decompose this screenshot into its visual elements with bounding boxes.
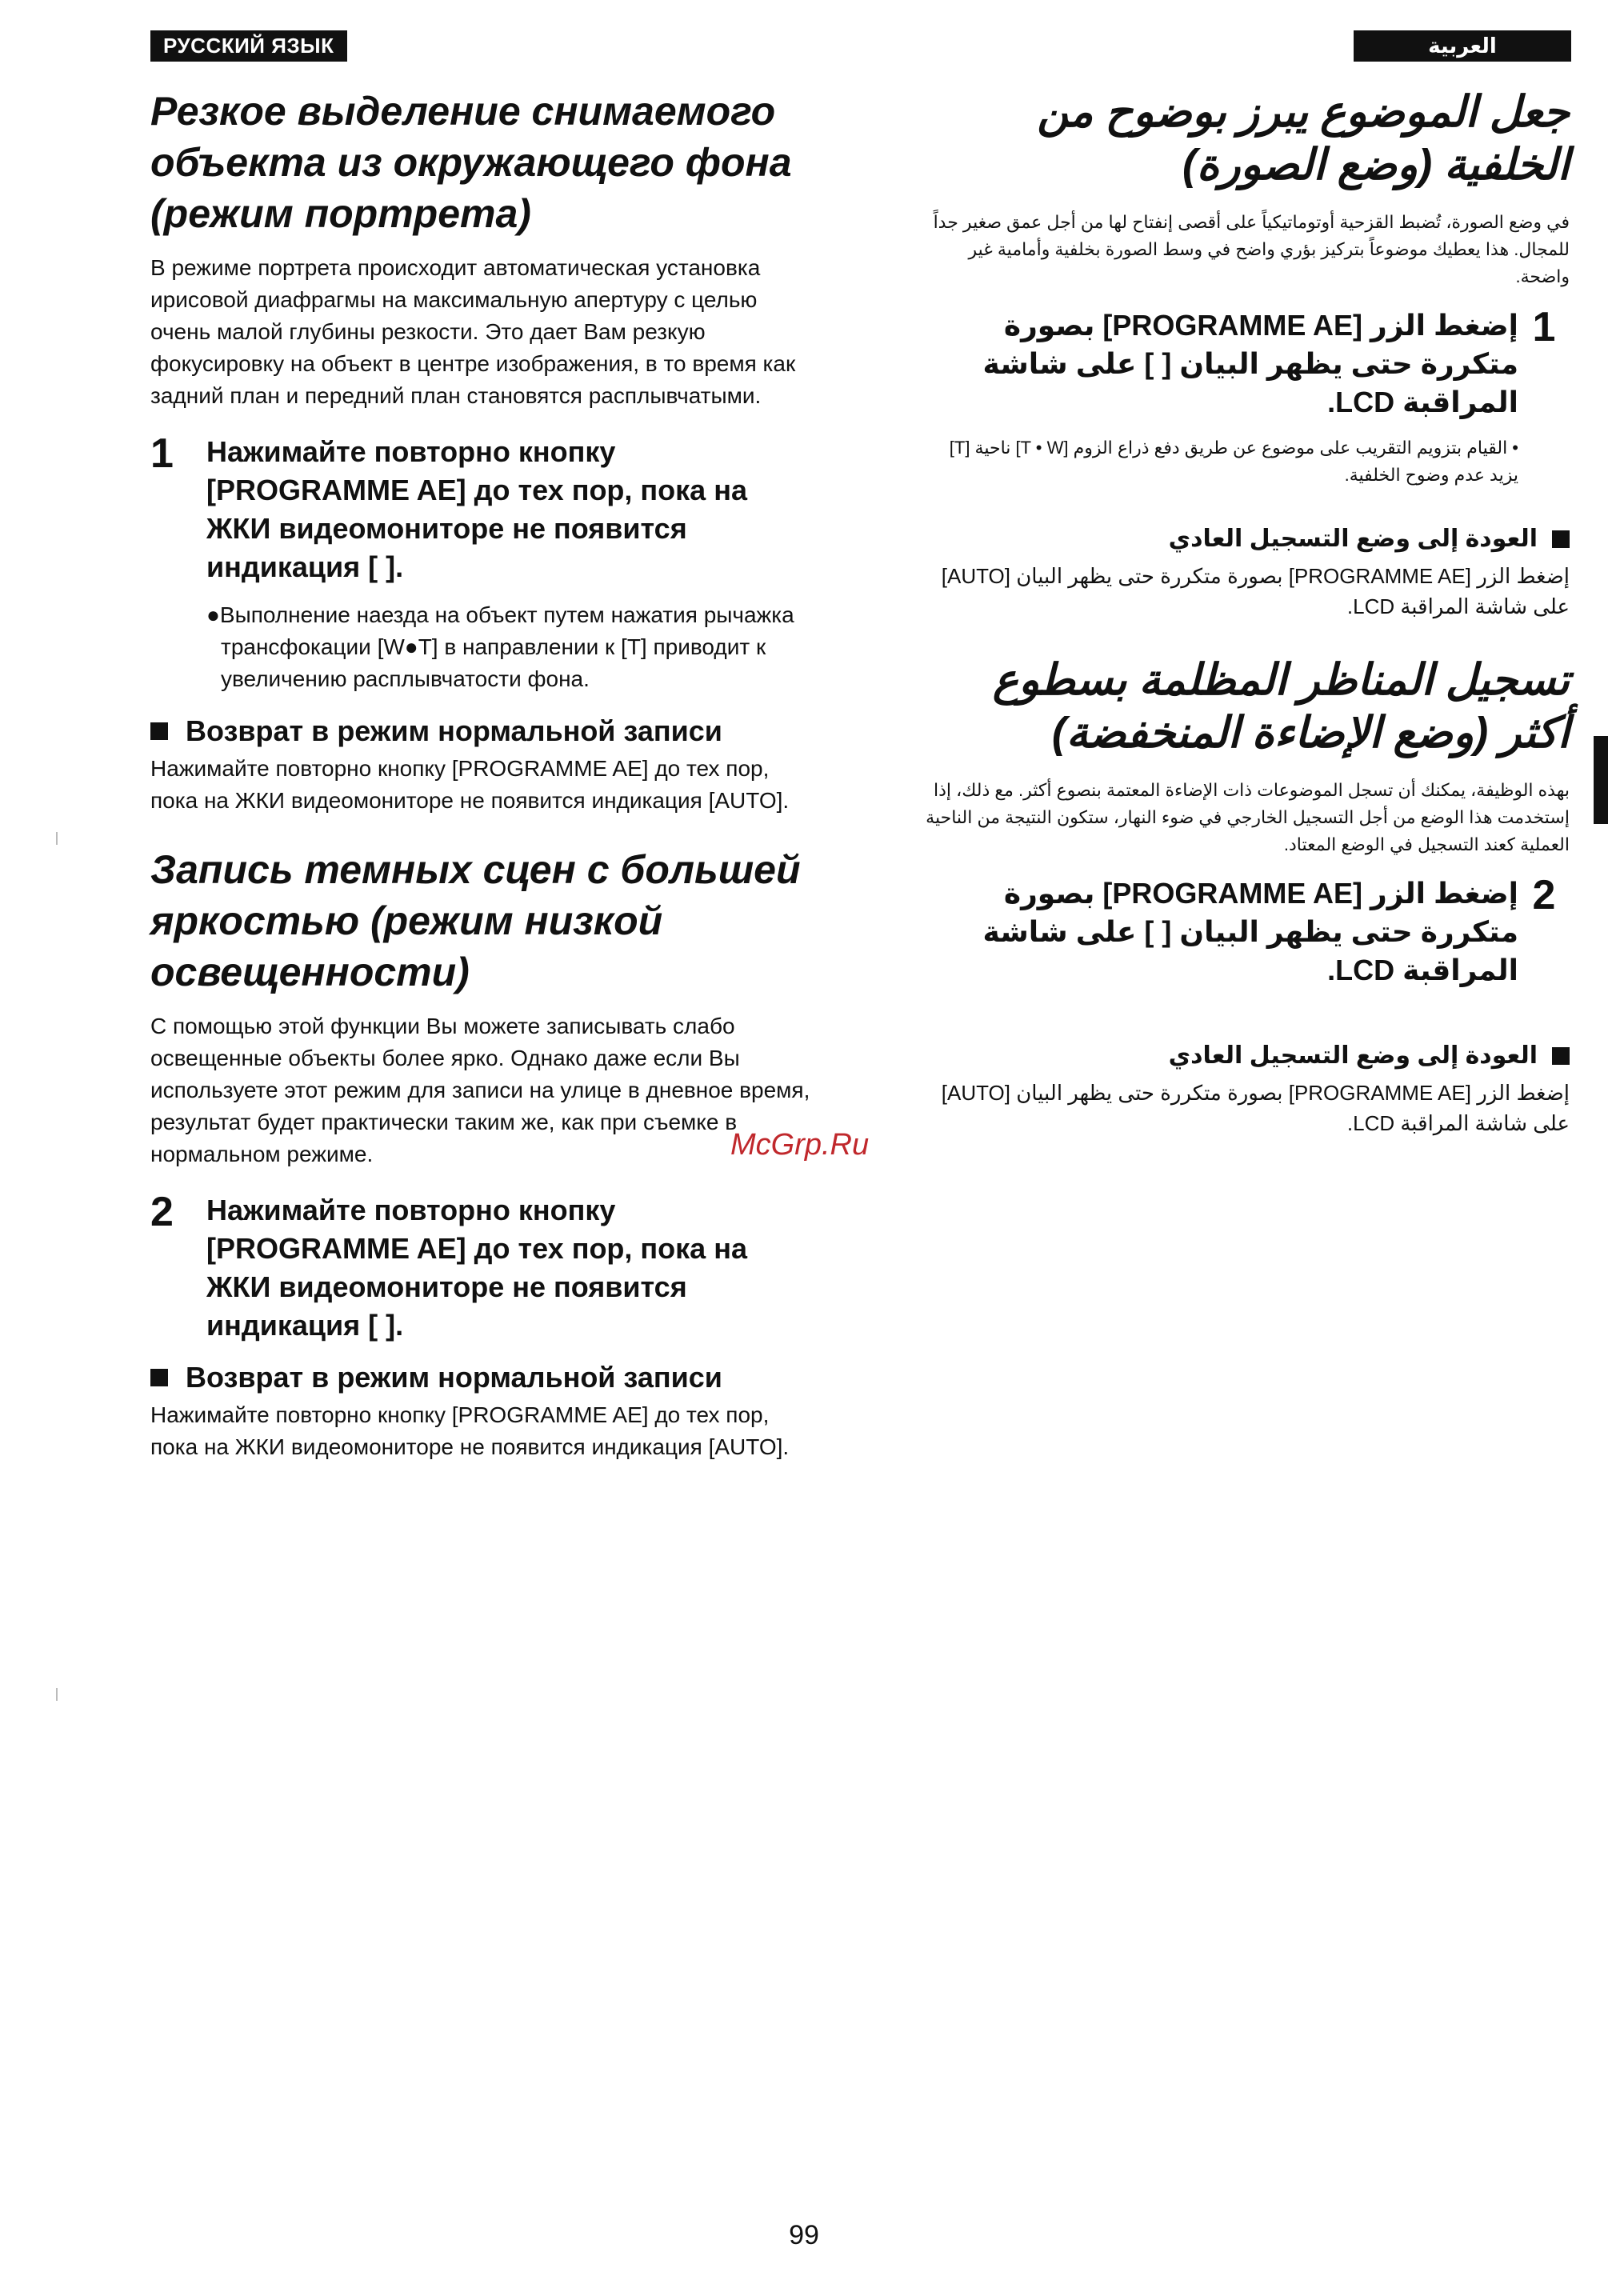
page-number: 99 (789, 2220, 819, 2250)
section-intro-portrait-ar: في وضع الصورة، تُضبط القزحية أوتوماتيكياً على أقصى إنفتاح لها من أجل عمق صغير جداً للمجال. هذا يعطيك موضوعاً بتركيز بؤري واضح في وسط الصورة بخلفية وأمامية غير واضحة. (933, 212, 1570, 286)
subsection-heading-return (150, 1359, 814, 1396)
section-title-portrait: Резкое выделение снимаемого объекта из окружающего фона (режим портрета) (150, 89, 792, 236)
step-2 (150, 1191, 814, 1345)
step-instruction: إضغط الزر [PROGRAMME AE] بصورة متكررة حتى يظهر البيان [ ] على شاشة المراقبة LCD. (982, 309, 1518, 418)
subsection-heading-return (150, 713, 814, 750)
subsection-text: إضغط الزر [PROGRAMME AE] بصورة متكررة حتى يظهر البيان [AUTO] على شاشة المراقبة LCD. (941, 1081, 1570, 1135)
section-intro-portrait: В режиме портрета происходит автоматическая установка ирисовой диафрагмы на максимальную апертуру с целью очень малой глубины резкости. Это дает Вам резкую фокусировку на объект в центре изображения, в то время как задний план и передний план становятся расплывчатыми. (150, 255, 796, 408)
subsection-text: إضغط الزر [PROGRAMME AE] بصورة متكررة حتى يظهر البيان [AUTO] على شاشة المراقبة LCD. (941, 564, 1570, 618)
step-instruction: Нажимайте повторно кнопку [PROGRAMME AE] до тех пор, пока на ЖКИ видеомониторе не появится индикация [ ]. (206, 1194, 747, 1342)
margin-tick (56, 1688, 58, 1701)
section-edge-marker (1594, 736, 1608, 824)
square-bullet-icon (1552, 530, 1570, 548)
step-number: 1 (150, 430, 174, 477)
watermark: McGrp.Ru (730, 1128, 870, 1162)
step-1-ar (920, 306, 1570, 422)
step-number: 2 (1532, 872, 1556, 918)
subsection-title: العودة إلى وضع التسجيل العادي (1168, 526, 1538, 552)
square-bullet-icon (1552, 1047, 1570, 1065)
step-note: • القيام بتزويم التقريب على موضوع عن طريق دفع ذراع الزوم [T • W] ناحية [T] يزيد عدم وضوح الخلفية. (949, 438, 1518, 485)
subsection-title: Возврат в режим нормальной записи (186, 1361, 722, 1394)
step-note: ●Выполнение наезда на объект путем нажатия рычажка трансфокации [W●T] в направлении к [T] приводит к увеличению расплывчатости фона. (206, 602, 794, 691)
arabic-column (920, 30, 1570, 1154)
step-number: 1 (1532, 304, 1556, 350)
square-bullet-icon (150, 722, 168, 740)
step-1 (150, 430, 814, 586)
step-number: 2 (150, 1189, 174, 1235)
subsection-heading-return-ar (920, 1038, 1570, 1074)
margin-tick (56, 832, 58, 845)
section-intro-low-light-ar: بهذه الوظيفة، يمكنك أن تسجل الموضوعات ذات الإضاءة المعتمة بنصوع أكثر. مع ذلك، إذا إستخدمت هذا الوضع من أجل التسجيل الخارجي في ضوء النهار، ستكون النتيجة من الناحية العملية كعند التسجيل في الوضع المعتاد. (926, 780, 1570, 854)
section-intro-low-light: С помощью этой функции Вы можете записывать слабо освещенные объекты более ярко. Однако даже если Вы используете этот режим для записи на улице в дневное время, результат будет практически таким же, как при съемке в нормальном режиме. (150, 1014, 810, 1166)
language-label-russian: РУССКИЙ ЯЗЫК (150, 30, 347, 62)
subsection-text: Нажимайте повторно кнопку [PROGRAMME AE] до тех пор, пока на ЖКИ видеомониторе не появится индикация [AUTO]. (150, 1402, 790, 1459)
square-bullet-icon (150, 1369, 168, 1386)
section-title-low-light: Запись темных сцен с большей яркостью (режим низкой освещенности) (150, 847, 801, 994)
section-title-low-light-ar: تسجيل المناظر المظلمة بسطوع أكثر (وضع الإضاءة المنخفضة) (992, 656, 1570, 757)
step-2-ar (920, 874, 1570, 990)
step-instruction: إضغط الزر [PROGRAMME AE] بصورة متكررة حتى يظهر البيان [ ] على شاشة المراقبة LCD. (982, 877, 1518, 986)
subsection-title: Возврат в режим нормальной записи (186, 714, 722, 747)
step-instruction: Нажимайте повторно кнопку [PROGRAMME AE] до тех пор, пока на ЖКИ видеомониторе не появится индикация [ ]. (206, 435, 747, 583)
language-label-arabic: العربية (1354, 30, 1571, 62)
section-title-portrait-ar: جعل الموضوع يبرز بوضوح من الخلفية (وضع الصورة) (1037, 88, 1570, 189)
subsection-heading-return-ar (920, 521, 1570, 558)
subsection-text: Нажимайте повторно кнопку [PROGRAMME AE] до тех пор, пока на ЖКИ видеомониторе не появится индикация [AUTO]. (150, 756, 790, 813)
russian-column (150, 30, 814, 1484)
subsection-title: العودة إلى وضع التسجيل العادي (1168, 1042, 1538, 1069)
